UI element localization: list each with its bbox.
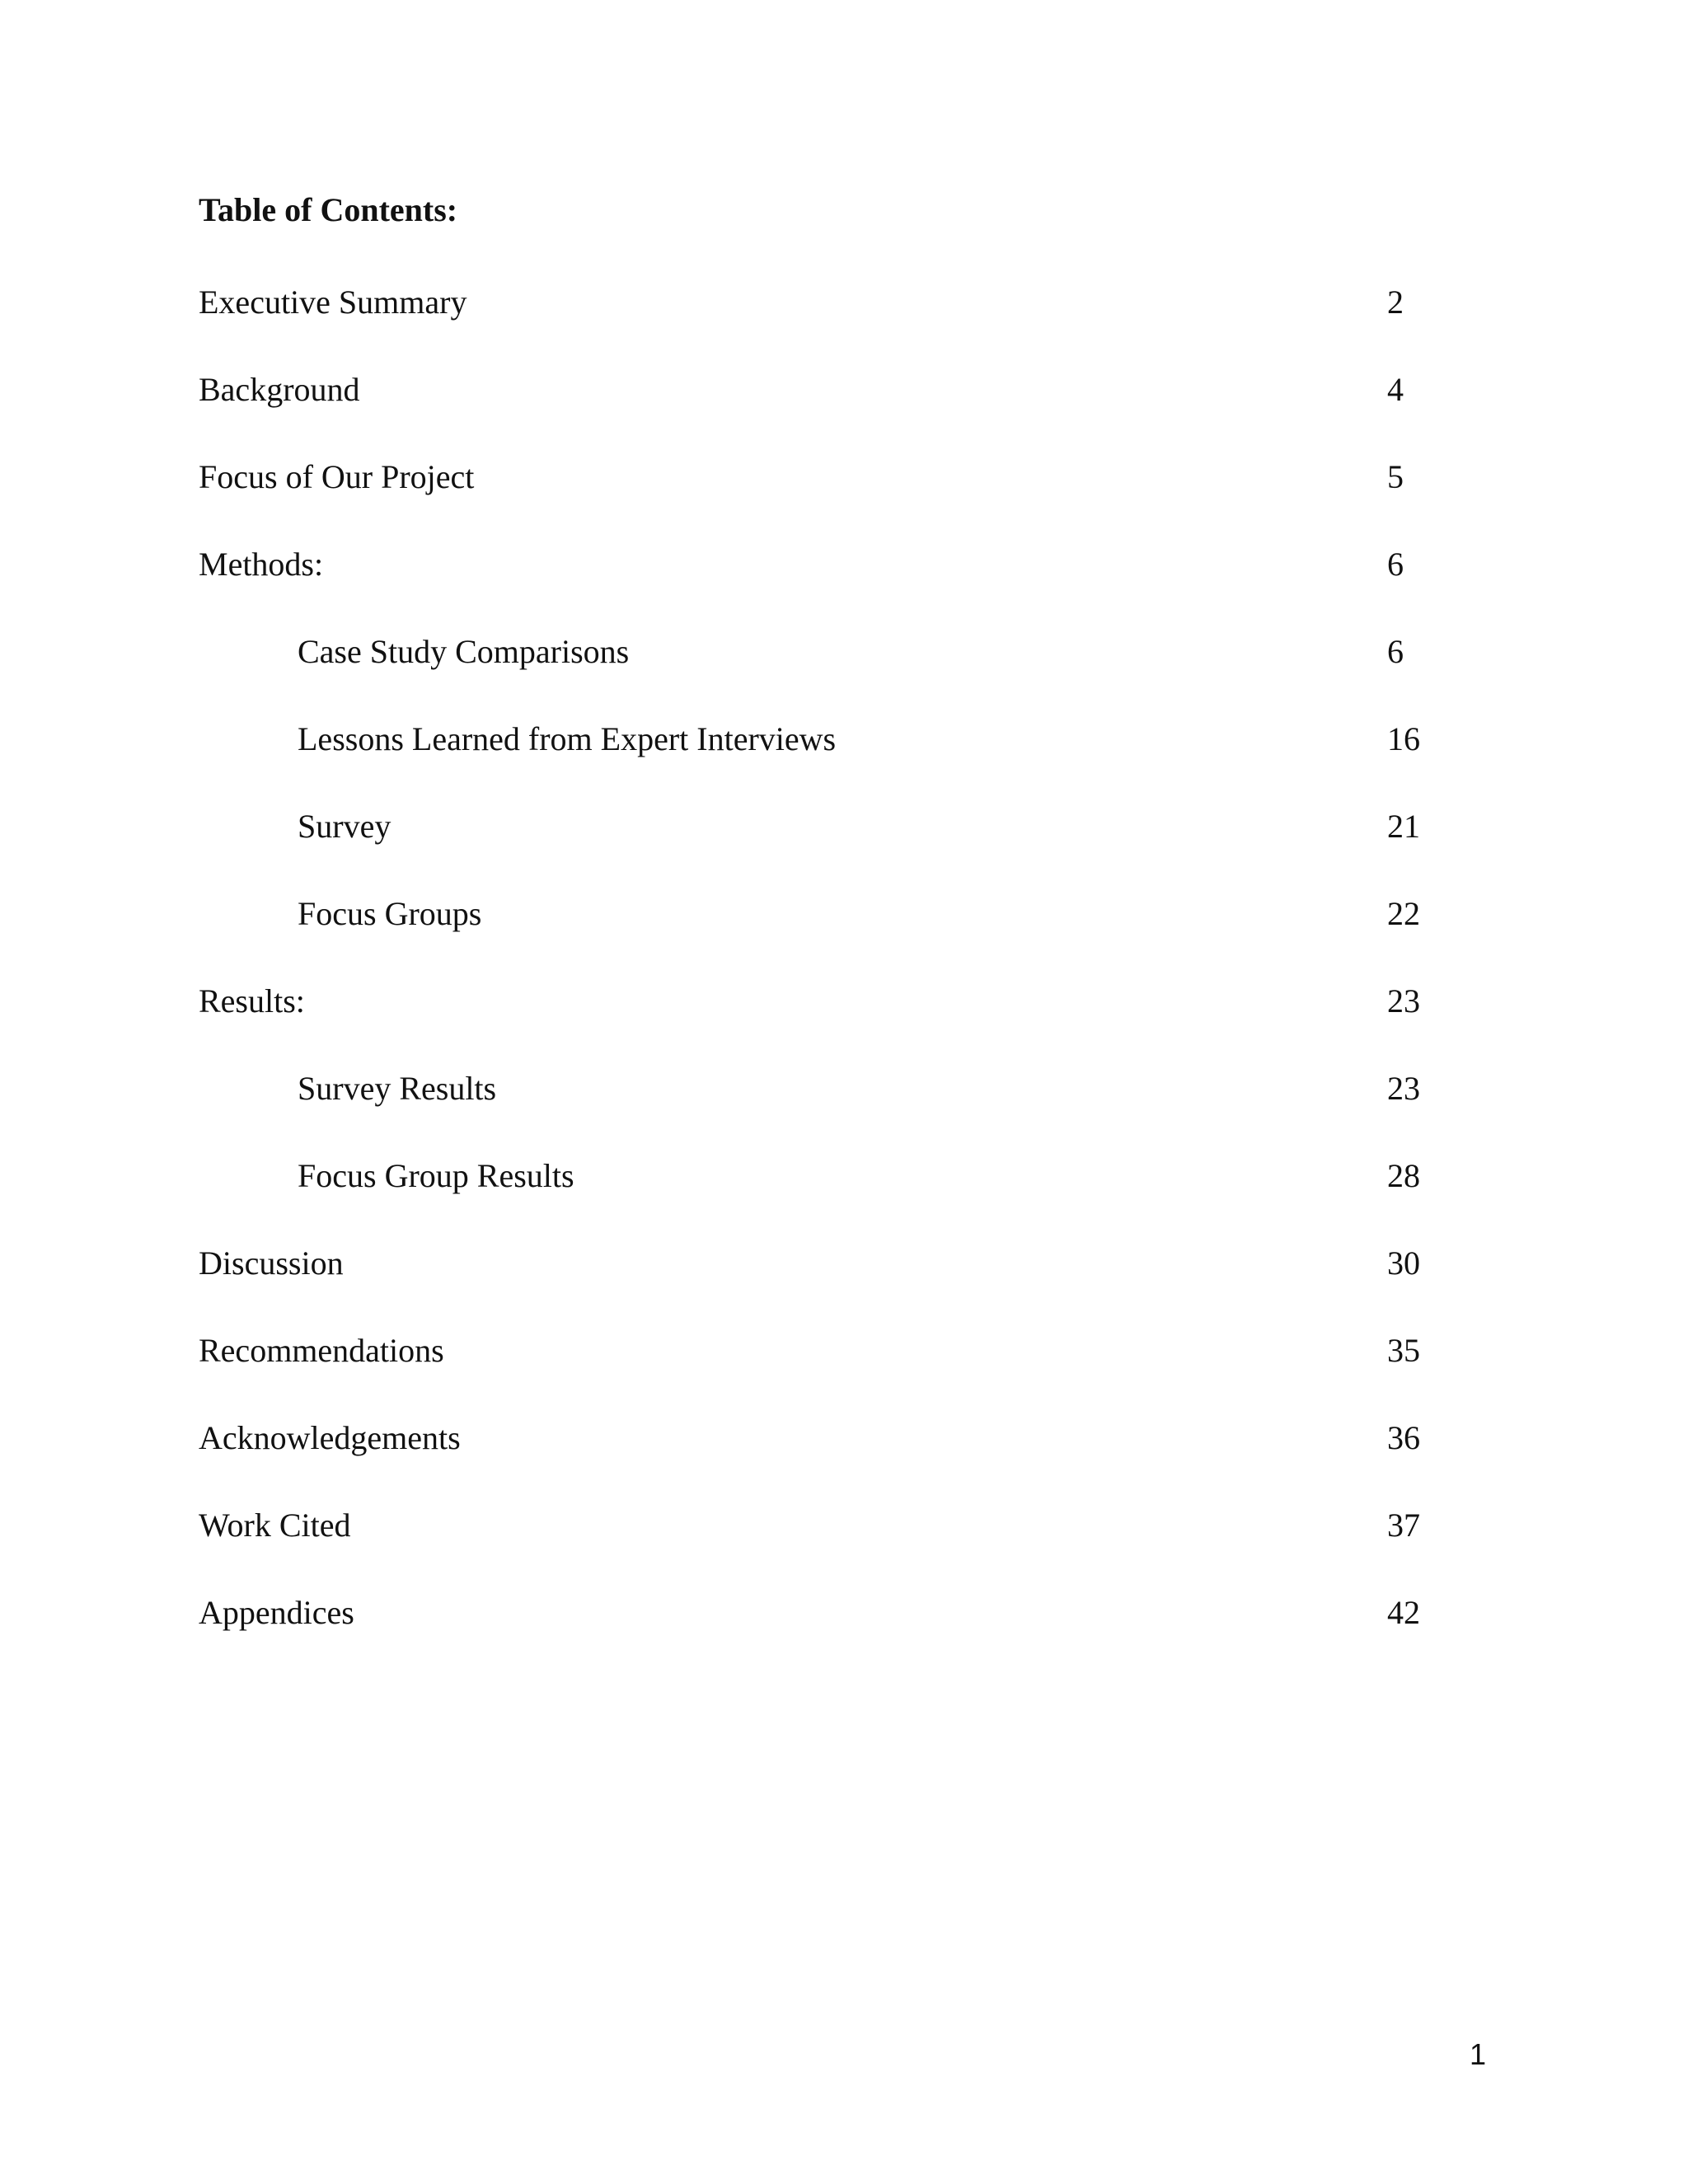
toc-entry-page-number: 22 — [1387, 895, 1420, 932]
toc-entry-label: Executive Summary — [199, 284, 467, 321]
toc-title: Table of Contents: — [199, 191, 458, 228]
toc-entry-work-cited — [0, 1505, 1688, 1546]
toc-entry-page-number: 36 — [1387, 1419, 1420, 1456]
toc-entry-label: Background — [199, 371, 360, 408]
toc-entry-recommendations — [0, 1330, 1688, 1371]
toc-entry-page-number: 6 — [1387, 633, 1404, 670]
toc-entry-page-number: 2 — [1387, 284, 1404, 321]
toc-entry-page-number: 21 — [1387, 808, 1420, 845]
toc-entry-label: Focus Group Results — [298, 1157, 574, 1194]
toc-entry-focus-groups — [0, 893, 1688, 935]
toc-entry-page-number: 28 — [1387, 1157, 1420, 1194]
toc-entry-focus-group-results — [0, 1155, 1688, 1197]
toc-entry-page-number: 6 — [1387, 546, 1404, 583]
toc-entry-page-number: 5 — [1387, 458, 1404, 495]
toc-entry-results — [0, 981, 1688, 1022]
toc-entry-page-number: 4 — [1387, 371, 1404, 408]
toc-entry-discussion — [0, 1243, 1688, 1284]
toc-entry-label: Focus Groups — [298, 895, 482, 932]
toc-entry-label: Appendices — [199, 1594, 354, 1631]
toc-entry-label: Work Cited — [199, 1507, 351, 1544]
page-number: 1 — [1470, 2037, 1487, 2071]
toc-entry-label: Survey — [298, 808, 392, 845]
toc-entry-page-number: 23 — [1387, 1070, 1420, 1107]
toc-entry-page-number: 30 — [1387, 1244, 1420, 1282]
toc-entry-background — [0, 369, 1688, 410]
toc-entry-case-study-comparisons — [0, 631, 1688, 673]
toc-entry-executive-summary — [0, 282, 1688, 323]
toc-entry-focus-of-our-project — [0, 457, 1688, 498]
toc-entry-survey — [0, 806, 1688, 847]
toc-entry-label: Discussion — [199, 1244, 344, 1282]
toc-entry-methods — [0, 544, 1688, 585]
toc-entry-acknowledgements — [0, 1418, 1688, 1459]
toc-entry-label: Methods: — [199, 546, 324, 583]
toc-entry-page-number: 23 — [1387, 982, 1420, 1019]
toc-entry-page-number: 37 — [1387, 1507, 1420, 1544]
toc-entry-appendices — [0, 1592, 1688, 1633]
toc-entry-label: Survey Results — [298, 1070, 497, 1107]
toc-entry-survey-results — [0, 1068, 1688, 1109]
toc-entry-lessons-learned-from-expert-interviews — [0, 719, 1688, 760]
toc-entry-page-number: 35 — [1387, 1332, 1420, 1369]
toc-entry-label: Lessons Learned from Expert Interviews — [298, 720, 837, 757]
toc-entry-label: Acknowledgements — [199, 1419, 461, 1456]
toc-entry-label: Recommendations — [199, 1332, 444, 1369]
toc-entry-page-number: 42 — [1387, 1594, 1420, 1631]
toc-entry-label: Results: — [199, 982, 305, 1019]
toc-entry-label: Case Study Comparisons — [298, 633, 630, 670]
toc-entry-label: Focus of Our Project — [199, 458, 475, 495]
toc-entry-page-number: 16 — [1387, 720, 1420, 757]
